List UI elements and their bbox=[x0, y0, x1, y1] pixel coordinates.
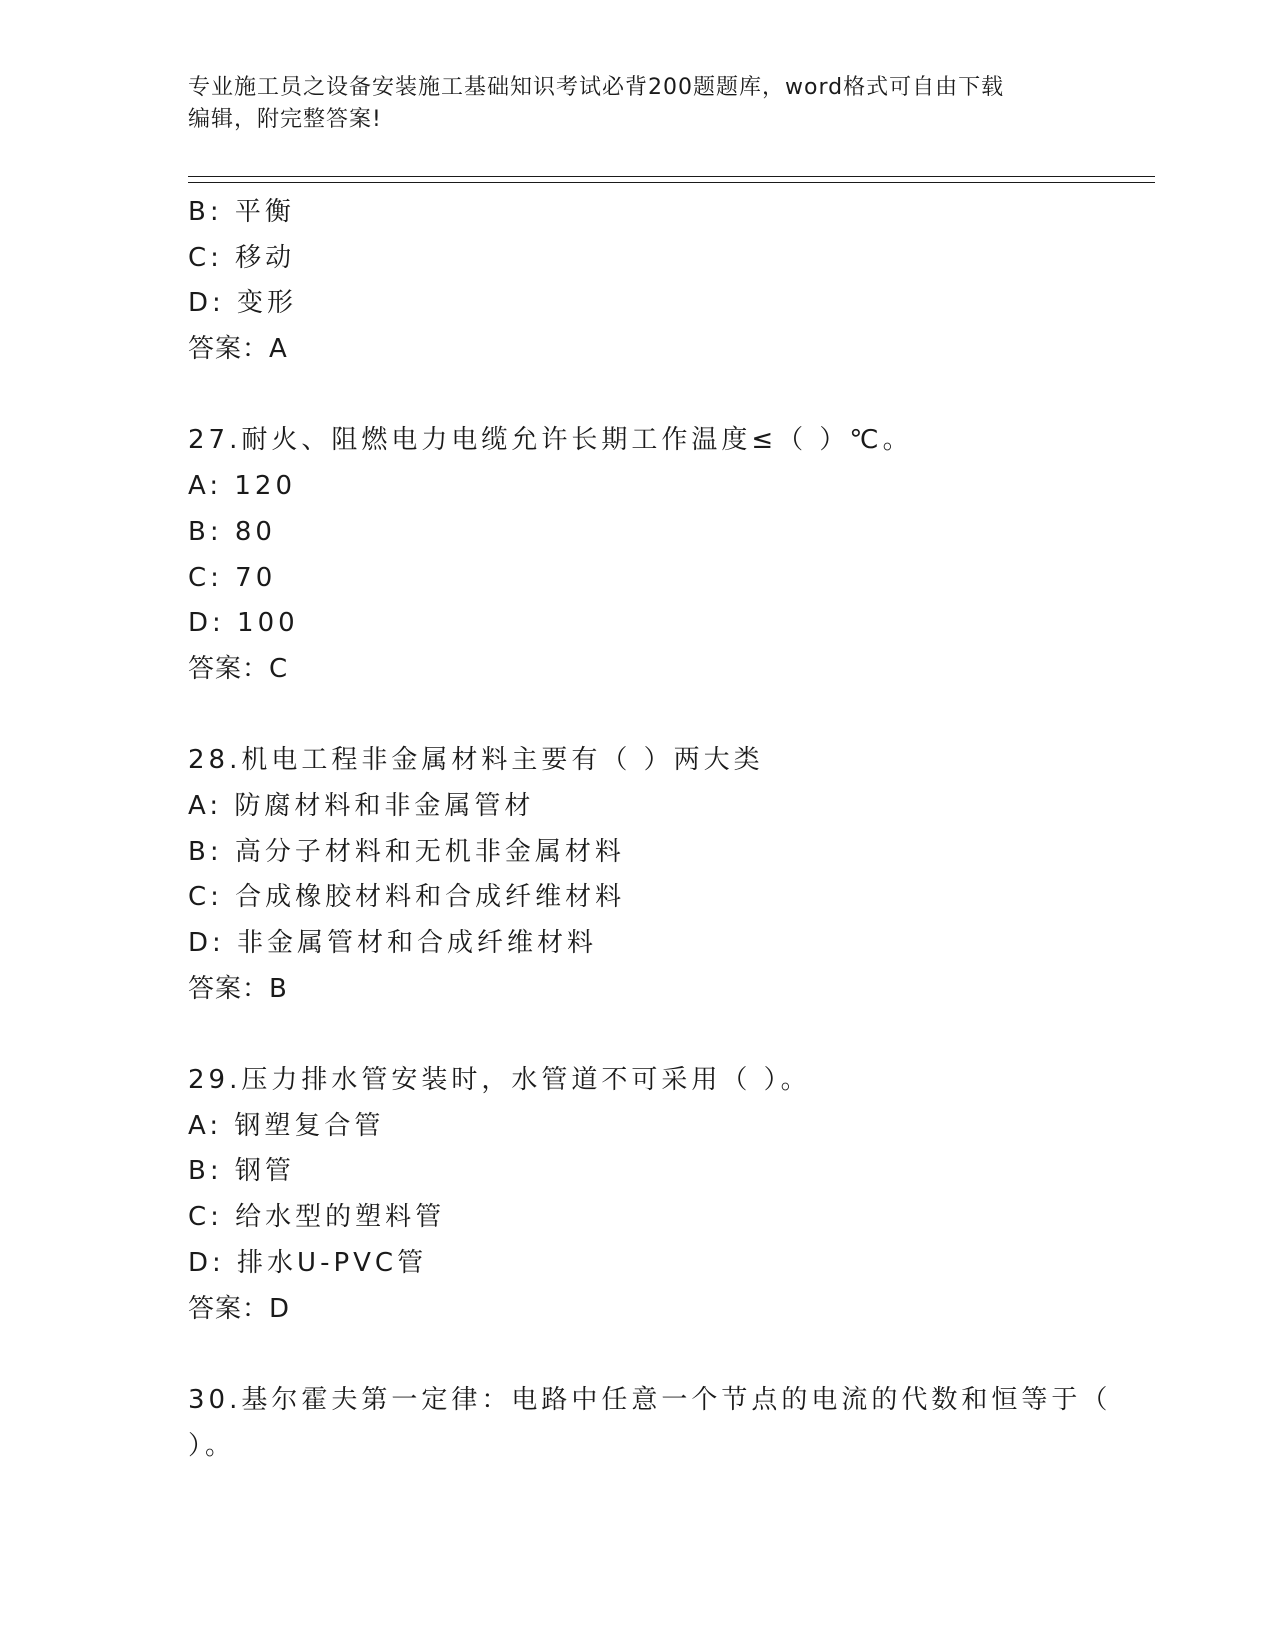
header-divider-bottom bbox=[188, 182, 1155, 183]
header-title-line-2: 编辑，附完整答案! bbox=[188, 107, 382, 132]
spacer bbox=[188, 1012, 1148, 1058]
option-b: B: 平衡 bbox=[188, 197, 295, 227]
question-list bbox=[188, 190, 1148, 1469]
option-c: C: 给水型的塑料管 bbox=[188, 1202, 446, 1233]
spacer bbox=[188, 693, 1148, 739]
question-stem: 28.机电工程非金属材料主要有（ ）两大类 bbox=[188, 745, 764, 776]
option-a: A: 钢塑复合管 bbox=[188, 1110, 385, 1141]
answer-label: 答案：C bbox=[188, 653, 289, 684]
spacer bbox=[188, 373, 1148, 419]
spacer bbox=[188, 1332, 1148, 1378]
option-a: A: 防腐材料和非金属管材 bbox=[188, 790, 535, 821]
answer-label: 答案：D bbox=[188, 1293, 291, 1324]
question-stem: 27.耐火、阻燃电力电缆允许长期工作温度≤（ ）℃。 bbox=[188, 425, 913, 456]
question-stem-line-1: 30.基尔霍夫第一定律：电路中任意一个节点的电流的代数和恒等于（ bbox=[188, 1384, 1112, 1415]
option-b: B: 80 bbox=[188, 516, 276, 547]
question-stem-line-2: ）。 bbox=[188, 1430, 236, 1461]
header-divider-top bbox=[188, 176, 1155, 177]
question-stem: 29.压力排水管安装时，水管道不可采用（ ）。 bbox=[188, 1065, 811, 1096]
answer-label: 答案：A bbox=[188, 334, 288, 365]
document-header bbox=[188, 72, 1068, 136]
option-d: D: 变形 bbox=[188, 288, 298, 319]
option-c: C: 移动 bbox=[188, 242, 296, 273]
option-a: A: 120 bbox=[188, 471, 296, 502]
option-c: C: 70 bbox=[188, 562, 277, 593]
option-d: D: 排水U-PVC管 bbox=[188, 1247, 428, 1278]
option-d: D: 非金属管材和合成纤维材料 bbox=[188, 928, 598, 958]
option-d: D: 100 bbox=[188, 608, 299, 639]
option-c: C: 合成橡胶材料和合成纤维材料 bbox=[188, 882, 626, 913]
option-b: B: 钢管 bbox=[188, 1156, 295, 1187]
option-b: B: 高分子材料和无机非金属材料 bbox=[188, 836, 625, 867]
answer-label: 答案：B bbox=[188, 973, 288, 1004]
header-title-line-1: 专业施工员之设备安装施工基础知识考试必背200题题库，word格式可自由下载 bbox=[188, 75, 1005, 100]
